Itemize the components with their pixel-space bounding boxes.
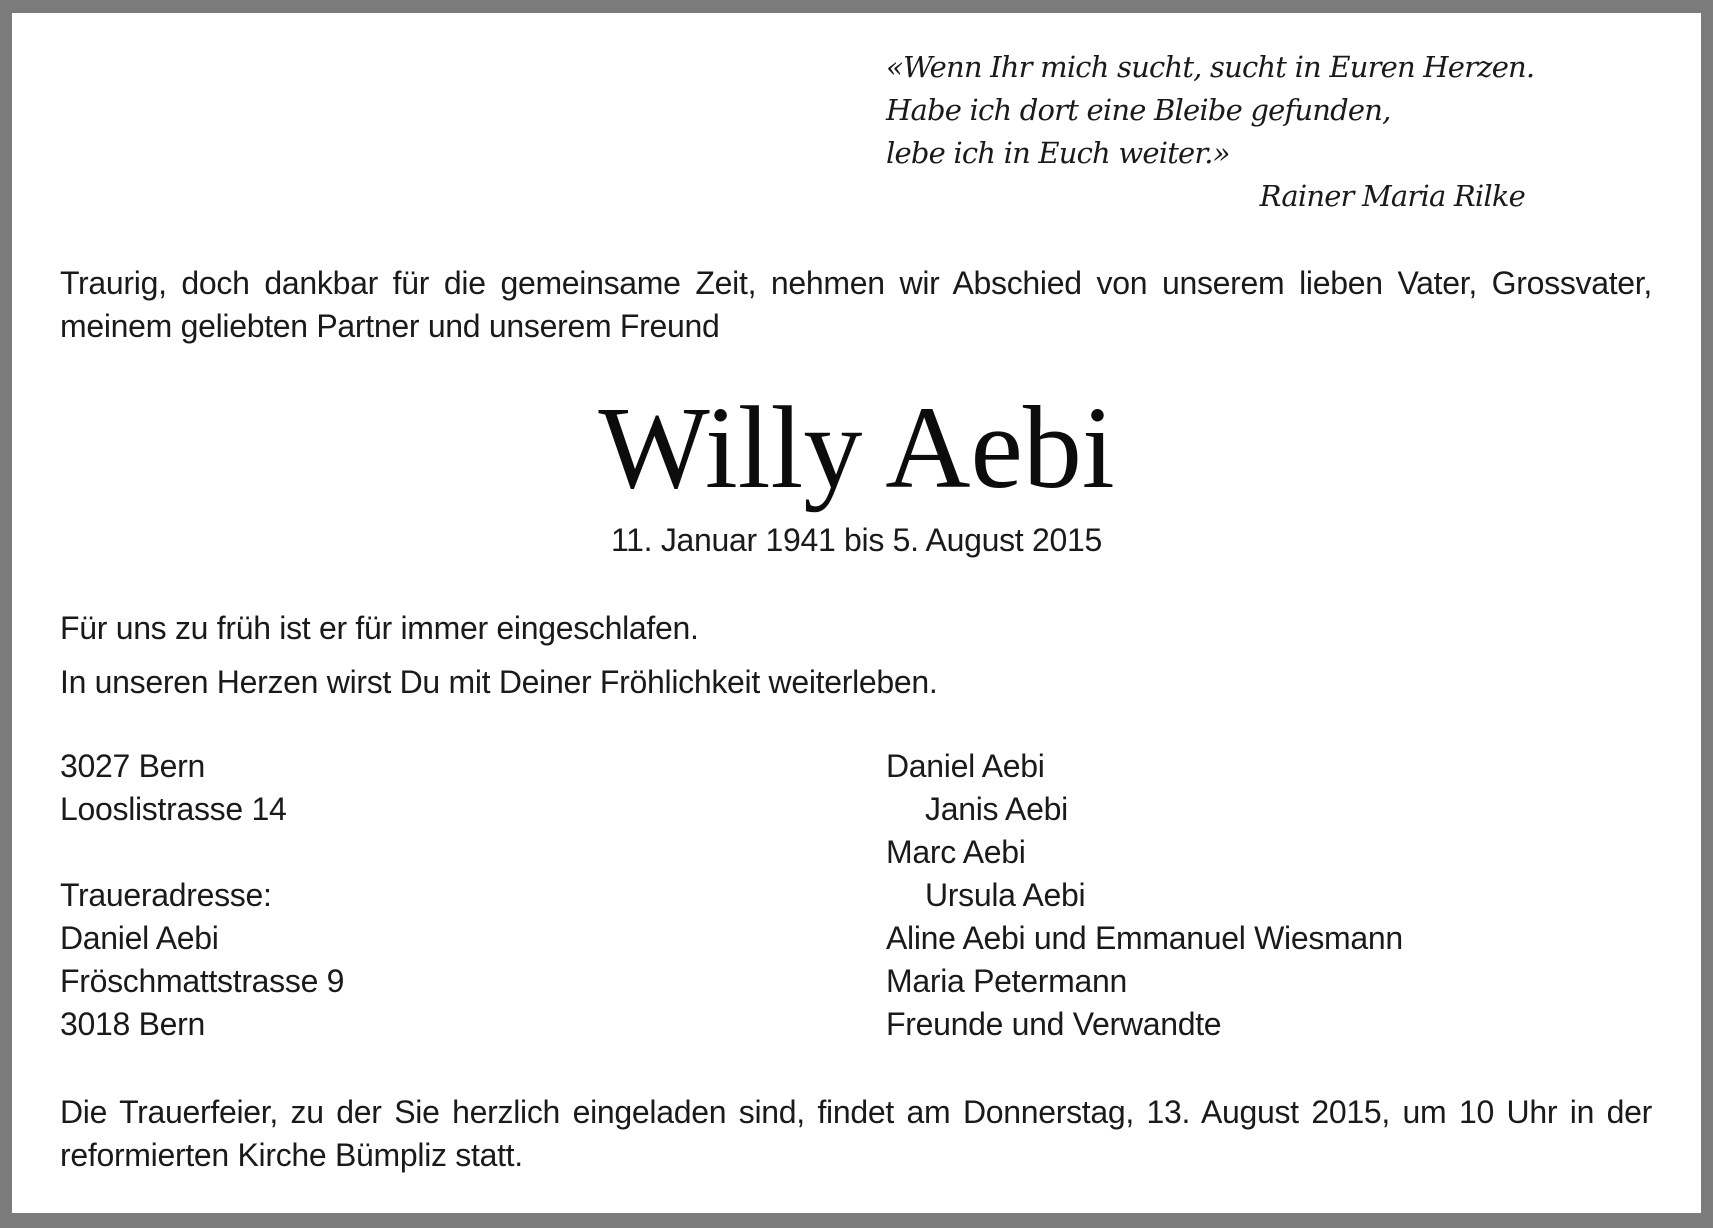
message-line-2: In unseren Herzen wirst Du mit Deiner Fröhlichkeit weiterleben. [60,664,938,700]
message-line-1: Für uns zu früh ist er für immer eingeschlafen. [60,610,699,646]
family-member: Marc Aebi [886,834,1026,870]
family-member: Maria Petermann [886,963,1127,999]
mourning-address-postal: 3018 Bern [60,1006,205,1042]
family-member: Ursula Aebi [925,877,1086,913]
quote-line-1: «Wenn Ihr mich sucht, sucht in Euren Herzen. [886,50,1535,84]
deceased-name: Willy Aebi [598,382,1115,513]
address-street: Looslistrasse 14 [60,791,287,827]
quote-line-2: Habe ich dort eine Bleibe gefunden, [886,93,1391,127]
quote-line-3: lebe ich in Euch weiter.» [886,136,1230,170]
family-member: Freunde und Verwandte [886,1006,1222,1042]
mourning-address-street: Fröschmattstrasse 9 [60,963,345,999]
address-postal: 3027 Bern [60,748,205,784]
family-member: Janis Aebi [925,791,1068,827]
family-member: Aline Aebi und Emmanuel Wiesmann [886,920,1403,956]
mourning-address-name: Daniel Aebi [60,920,219,956]
mourning-address-label: Traueradresse: [60,877,272,913]
service-info: Die Trauerfeier, zu der Sie herzlich eingeladen sind, findet am Donnerstag, 13. August 2015, um 10 Uhr in der reformierten Kirche Bümpliz statt. [60,1094,1652,1173]
life-dates: 11. Januar 1941 bis 5. August 2015 [611,522,1102,558]
quote-author: Rainer Maria Rilke [1259,179,1525,213]
intro-text: Traurig, doch dankbar für die gemeinsame Zeit, nehmen wir Abschied von unserem lieben Vater, Grossvater, meinem geliebten Partner und unserem Freund [60,265,1652,344]
family-member: Daniel Aebi [886,748,1045,784]
